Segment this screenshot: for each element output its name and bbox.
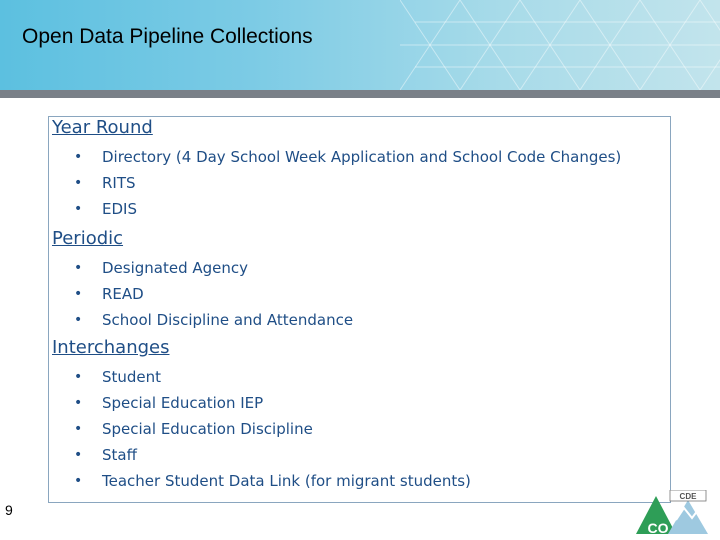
logo-co-text: CO (647, 520, 669, 536)
bullet-icon: • (74, 447, 83, 463)
list-item (52, 468, 471, 494)
list-item-label: School Discipline and Attendance (102, 311, 354, 329)
list-item-label: EDIS (102, 200, 137, 218)
periodic-list (52, 255, 353, 333)
bullet-icon: • (74, 369, 83, 385)
header-divider-bar (0, 90, 720, 98)
bullet-icon: • (74, 260, 83, 276)
list-item-label: RITS (102, 174, 136, 192)
section-interchanges (52, 337, 471, 494)
section-title-interchanges: Interchanges (52, 337, 170, 358)
bullet-icon: • (74, 473, 83, 489)
list-item (52, 364, 471, 390)
interchanges-list (52, 364, 471, 494)
slide-header (0, 0, 720, 90)
list-item-label: Staff (102, 446, 137, 464)
list-item (52, 144, 621, 170)
list-item-label: Special Education Discipline (102, 420, 313, 438)
bullet-icon: • (74, 201, 83, 217)
bullet-icon: • (74, 395, 83, 411)
list-item (52, 390, 471, 416)
logo-cde-text: CDE (679, 492, 697, 501)
list-item-label: READ (102, 285, 144, 303)
list-item (52, 255, 353, 281)
triangle-pattern-decoration (400, 0, 720, 90)
bullet-icon: • (74, 175, 83, 191)
section-year-round (52, 117, 621, 222)
list-item-label: Directory (4 Day School Week Application and School Code Changes) (102, 148, 622, 166)
list-item (52, 416, 471, 442)
list-item (52, 196, 621, 222)
bullet-icon: • (74, 149, 83, 165)
cde-colorado-logo-icon (632, 490, 712, 536)
section-periodic (52, 228, 353, 333)
section-title-year-round: Year Round (52, 117, 153, 138)
bullet-icon: • (74, 286, 83, 302)
list-item (52, 281, 353, 307)
list-item-label: Student (102, 368, 162, 386)
year-round-list (52, 144, 621, 222)
bullet-icon: • (74, 312, 83, 328)
list-item (52, 170, 621, 196)
page-number: 9 (5, 502, 13, 518)
list-item-label: Teacher Student Data Link (for migrant students) (102, 472, 471, 490)
list-item-label: Designated Agency (102, 259, 249, 277)
bullet-icon: • (74, 421, 83, 437)
section-title-periodic: Periodic (52, 228, 124, 249)
list-item-label: Special Education IEP (102, 394, 264, 412)
list-item (52, 307, 353, 333)
page-title: Open Data Pipeline Collections (22, 25, 313, 48)
list-item (52, 442, 471, 468)
